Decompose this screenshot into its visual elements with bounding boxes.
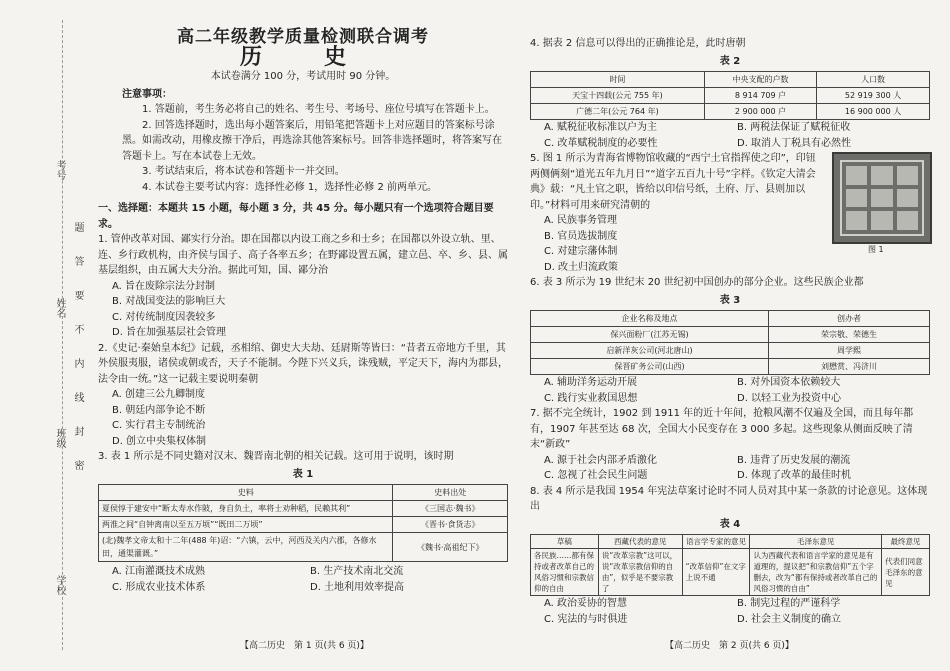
table-cell: 说“改革宗教”这可以，说“改革宗教信仰的自由”，似乎是不要宗教了	[598, 549, 682, 596]
table-header-cell: 中央支配的户数	[704, 72, 816, 88]
option: B. 对战国变法的影响巨大	[112, 296, 226, 307]
seal-word-8: 密	[72, 460, 83, 470]
table-header-cell: 时间	[531, 72, 705, 88]
exam-number-label: 考号	[54, 160, 65, 180]
seal-image	[832, 152, 932, 244]
option: D. 取消人丁税具有必然性	[737, 137, 852, 149]
table-2-caption: 表 2	[719, 55, 741, 67]
question-7-options	[530, 453, 930, 484]
option: D. 改土归流政策	[544, 261, 619, 273]
option: C. 宪法的与时俱进	[544, 613, 628, 625]
question-2-options	[98, 387, 508, 449]
class-label: 班级	[54, 428, 65, 448]
table-header-cell: 史料	[99, 485, 393, 501]
table-header-cell: 创办者	[769, 311, 930, 327]
option: C. 改革赋税制度的必要性	[544, 137, 658, 149]
seal-word-1: 题	[72, 222, 83, 232]
notice-item: 3. 考试结束后，将本试卷和答题卡一并交回。	[142, 166, 345, 177]
table-row	[531, 549, 930, 596]
table-row	[531, 88, 930, 104]
notice-item: 4. 本试卷主要考试内容：选择性必修 1，选择性必修 2 前两单元。	[142, 181, 437, 193]
table-cell: 《魏书·高祖纪下》	[393, 533, 508, 562]
notice-title: 注意事项：	[122, 88, 172, 100]
figure-1-caption: 图 1	[868, 245, 884, 254]
option: B. 两税法保证了赋税征收	[737, 122, 851, 133]
table-cell: 8 914 709 户	[704, 88, 816, 104]
table-header-cell: 毛泽东意见	[750, 535, 882, 549]
option: B. 生产技术南北交流	[310, 566, 404, 577]
page-footer-right: 【高二历史 第 2 页(共 6 页)】	[665, 641, 794, 651]
table-cell: 两淮之间“自钟离南以至五万顷”“既田二万顷”	[99, 517, 393, 533]
option: D. 创立中央集权体制	[112, 435, 207, 447]
option: B. 制宪过程的严谨科学	[737, 598, 841, 609]
seal-word-2: 答	[72, 256, 83, 266]
exam-info: 本试卷满分 100 分，考试用时 90 分钟。	[210, 71, 396, 82]
name-label: 姓名	[54, 298, 65, 318]
right-column	[530, 0, 930, 627]
table-cell: 夏侯惇于建安中“断太寿水作陂，身自负土，率将士劝种稻，民赖其利”	[99, 501, 393, 517]
option: B. 对外国资本依赖较大	[737, 377, 841, 388]
option: C. 实行君主专制统治	[112, 420, 206, 431]
table-cell: 52 919 300 人	[817, 88, 930, 104]
question-1-options	[98, 279, 508, 341]
seal-word-3: 要	[72, 290, 83, 300]
option: A. 旨在废除宗法分封制	[112, 280, 216, 292]
question-2: 2.《史记·秦始皇本纪》记载，丞相绾、御史大夫劫、廷尉斯等皆曰：“昔者五帝地方千里，其外侯服夷服，诸侯或朝或否，天子不能制。今陛下兴义兵，诛残贼，平定天下，海内为郡县，法令由一统。”这一记载主要说明秦朝	[98, 342, 508, 385]
table-cell: “改革信仰”在文字上说不通	[682, 549, 750, 596]
table-3-caption: 表 3	[719, 294, 741, 306]
table-cell: 代表们同意毛泽东的意见	[882, 549, 930, 596]
question-1: 1. 管仲改革对国、鄙实行分治。即在国都以内设工商之乡和士乡；在国都以外设立轨、里、连、乡行政机构，由齐侯与国子、高子各率五乡；在野鄙设置五属，建立邑、卒、乡、县、属基层组织，由五属大夫分治。据此可知，国、鄙分治	[98, 234, 508, 276]
option: C. 忽视了社会民生问题	[544, 470, 648, 481]
option: A. 创建三公九卿制度	[112, 389, 206, 400]
seal-word-7: 封	[72, 426, 83, 436]
question-7: 7. 据不完全统计，1902 到 1911 年的近十年间，抢粮风潮不仅遍及全国，而且每年都有，1907 年甚至达 68 次，全国大小民变存在 3 000 多起。这些现象从侧面反映了清末“新政”	[530, 408, 914, 450]
table-4-caption: 表 4	[719, 518, 741, 530]
table-cell: 荣宗敬、荣德生	[769, 327, 930, 343]
binding-margin	[0, 0, 83, 671]
option: A. 民族事务管理	[544, 215, 618, 226]
notice-item: 1. 答题前，考生务必将自己的姓名、考生号、考场号、座位号填写在答题卡上。	[142, 104, 495, 115]
question-8-options	[530, 596, 930, 627]
table-cell: 《三国志·魏书》	[393, 501, 508, 517]
option: A. 江南灌溉技术成熟	[112, 566, 206, 577]
question-4: 4. 据表 2 信息可以得出的正确推论是，此时唐朝	[530, 38, 746, 49]
option: D. 社会主义制度的确立	[737, 613, 842, 625]
table-row	[531, 327, 930, 343]
option: B. 朝廷内部争论不断	[112, 404, 206, 416]
subject-title: 历 史	[239, 44, 366, 70]
option: D. 体现了改革的最佳时机	[737, 470, 852, 481]
option: C. 践行实业救国思想	[544, 392, 638, 404]
table-cell: 保晋矿务公司(山西)	[531, 359, 769, 375]
table-row	[99, 533, 508, 562]
seal-word-4: 不	[72, 324, 83, 334]
option: C. 对建宗藩体制	[544, 246, 618, 257]
table-header-cell: 最终意见	[882, 535, 930, 549]
table-1-caption: 表 1	[292, 468, 314, 480]
left-column	[98, 0, 508, 595]
table-row	[99, 517, 508, 533]
question-4-options	[530, 120, 930, 151]
school-label: 学校	[54, 575, 65, 595]
table-cell: 周学熙	[769, 343, 930, 359]
table-cell: 2 900 000 户	[704, 104, 816, 120]
table-cell: 刘懋赏、冯济川	[769, 359, 930, 375]
table-cell: 16 900 000 人	[817, 104, 930, 120]
table-row	[531, 359, 930, 375]
table-header-cell: 人口数	[817, 72, 930, 88]
notice-item: 2. 回答选择题时，选出每小题答案后，用铅笔把答题卡上对应题目的答案标号涂黑。如需改动，用橡皮擦干净后，再选涂其他答案标号。回答非选择题时，将答案写在答题卡上。写在本试卷上无效。	[122, 119, 502, 162]
option: C. 对传统制度因袭较多	[112, 311, 216, 323]
table-header-cell: 草稿	[531, 535, 599, 549]
question-6-options	[530, 375, 930, 406]
table-1	[98, 484, 508, 562]
option: B. 违背了历史发展的潮流	[737, 454, 851, 466]
option: A. 政治妥协的智慧	[544, 598, 628, 609]
option: A. 辅助洋务运动开展	[544, 377, 638, 388]
table-header-cell: 语言学专家的意见	[682, 535, 750, 549]
table-cell: 各民族……都有保持或者改革自己的风俗习惯和宗教信仰的自由	[531, 549, 599, 596]
table-row	[531, 104, 930, 120]
table-cell: 广德二年(公元 764 年)	[531, 104, 705, 120]
binding-line	[62, 20, 63, 650]
seal-face	[840, 160, 924, 236]
table-header-cell: 史料出处	[393, 485, 508, 501]
table-4	[530, 534, 930, 596]
option: C. 形成农业技术体系	[112, 581, 206, 593]
table-row	[99, 501, 508, 517]
exam-title: 高二年级教学质量检测联合调考	[177, 27, 429, 47]
option: B. 官员选拔制度	[544, 230, 618, 242]
seal-word-6: 线	[72, 392, 83, 402]
table-row	[531, 343, 930, 359]
page-footer-left: 【高二历史 第 1 页(共 6 页)】	[240, 641, 369, 651]
seal-word-5: 内	[72, 358, 83, 368]
notice-list	[98, 102, 508, 195]
section-heading: 一、选择题：本题共 15 小题，每小题 3 分，共 45 分。每小题只有一个选项符合题目要求。	[98, 203, 494, 230]
table-3	[530, 310, 930, 375]
table-2	[530, 71, 930, 120]
table-cell: 认为西藏代表和语言学家的意见是有道理的，提议把“和宗教信仰”五个字删去，改为“都有保持或者改革自己的风俗习惯的自由”	[750, 549, 882, 596]
table-cell: (北)魏孝文帝太和十二年(488 年)诏：“六镇，云中，河西及关内六郡，各修水田，通渠灌溉。”	[99, 533, 393, 562]
table-header-cell: 西藏代表的意见	[598, 535, 682, 549]
option: D. 旨在加强基层社会管理	[112, 327, 227, 338]
table-cell: 天宝十四载(公元 755 年)	[531, 88, 705, 104]
question-3: 3. 表 1 所示是不同史籍对汉末、魏晋南北朝的相关记载。这可用于说明，该时期	[98, 451, 454, 462]
table-cell: 启新洋灰公司(河北唐山)	[531, 343, 769, 359]
table-cell: 保兴面粉厂(江苏无锡)	[531, 327, 769, 343]
table-cell: 《晋书·食货志》	[393, 517, 508, 533]
option: D. 土地利用效率提高	[310, 581, 405, 593]
option: A. 源于社会内部矛盾激化	[544, 454, 658, 466]
option: A. 赋税征收标准以户为主	[544, 122, 658, 133]
option: D. 以轻工业为投资中心	[737, 392, 842, 404]
question-5: 5. 图 1 所示为青海省博物馆收藏的“西宁土官指挥使之印”，印钮两侧俩刻“道光五年九月日”“道字五百九十号”字样。《钦定大清会典》载：“凡土官之职，皆给以印信号纸，土府、厅、县则加以印。”材料可用来研究清朝的	[530, 153, 816, 211]
table-header-cell: 企业名称及地点	[531, 311, 769, 327]
question-8: 8. 表 4 所示是我国 1954 年宪法草案讨论时不同人员对其中某一条款的讨论意见。这体现出	[530, 485, 928, 512]
question-3-options	[98, 564, 508, 595]
question-6: 6. 表 3 所示为 19 世纪末 20 世纪初中国创办的部分企业。这些民族企业都	[530, 277, 864, 288]
